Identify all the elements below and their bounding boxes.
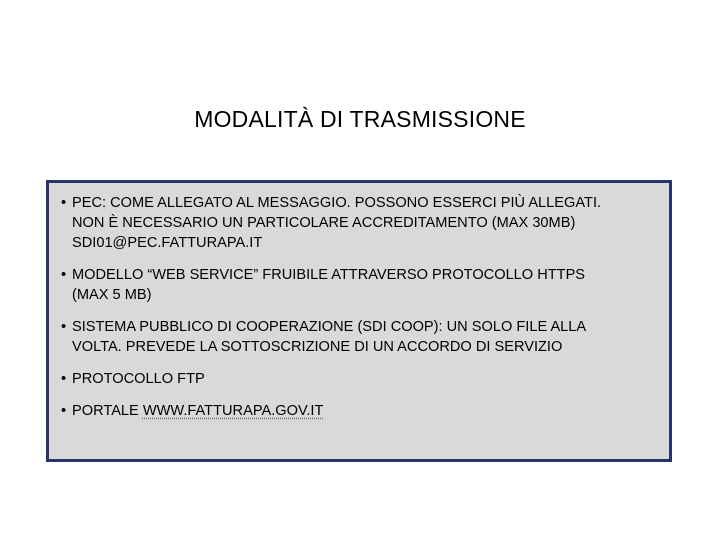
bullet-sdi-coop-line-2: VOLTA. PREVEDE LA SOTTOSCRIZIONE DI UN ACCORDO DI SERVIZIO — [72, 339, 563, 355]
bullet-pec-line-1: PEC: COME ALLEGATO AL MESSAGGIO. POSSONO ESSERCI PIÙ ALLEGATI. — [72, 195, 602, 211]
slide-title: MODALITÀ DI TRASMISSIONE — [194, 106, 526, 132]
bullet-icon: • — [61, 371, 67, 387]
bullet-icon: • — [61, 267, 67, 283]
bullet-web-service-line-2: (MAX 5 MB) — [72, 287, 152, 303]
bullet-item-web-service — [61, 265, 663, 305]
bullet-portale-prefix: PORTALE — [72, 403, 143, 419]
bullet-web-service-line-1: MODELLO “WEB SERVICE” FRUIBILE ATTRAVERSO PROTOCOLLO HTTPS — [72, 267, 586, 283]
bullet-pec-address: SDI01@PEC.FATTURAPA.IT — [72, 235, 263, 251]
bullet-list — [61, 193, 663, 421]
bullet-item-portale — [61, 401, 663, 421]
bullet-icon: • — [61, 403, 67, 419]
bullet-portale-line — [72, 401, 663, 421]
bullet-item-ftp — [61, 369, 663, 389]
content-box — [46, 180, 672, 462]
bullet-ftp-line-1: PROTOCOLLO FTP — [72, 371, 205, 387]
bullet-sdi-coop-line-1: SISTEMA PUBBLICO DI COOPERAZIONE (SDI COOP): UN SOLO FILE ALLA — [72, 319, 587, 335]
bullet-item-pec — [61, 193, 663, 253]
bullet-icon: • — [61, 319, 67, 335]
bullet-item-sdi-coop — [61, 317, 663, 357]
bullet-pec-line-2: NON È NECESSARIO UN PARTICOLARE ACCREDITAMENTO (MAX 30MB) — [72, 215, 576, 231]
bullet-icon: • — [61, 195, 67, 211]
portale-url-text: WWW.FATTURAPA.GOV.IT — [142, 403, 324, 419]
